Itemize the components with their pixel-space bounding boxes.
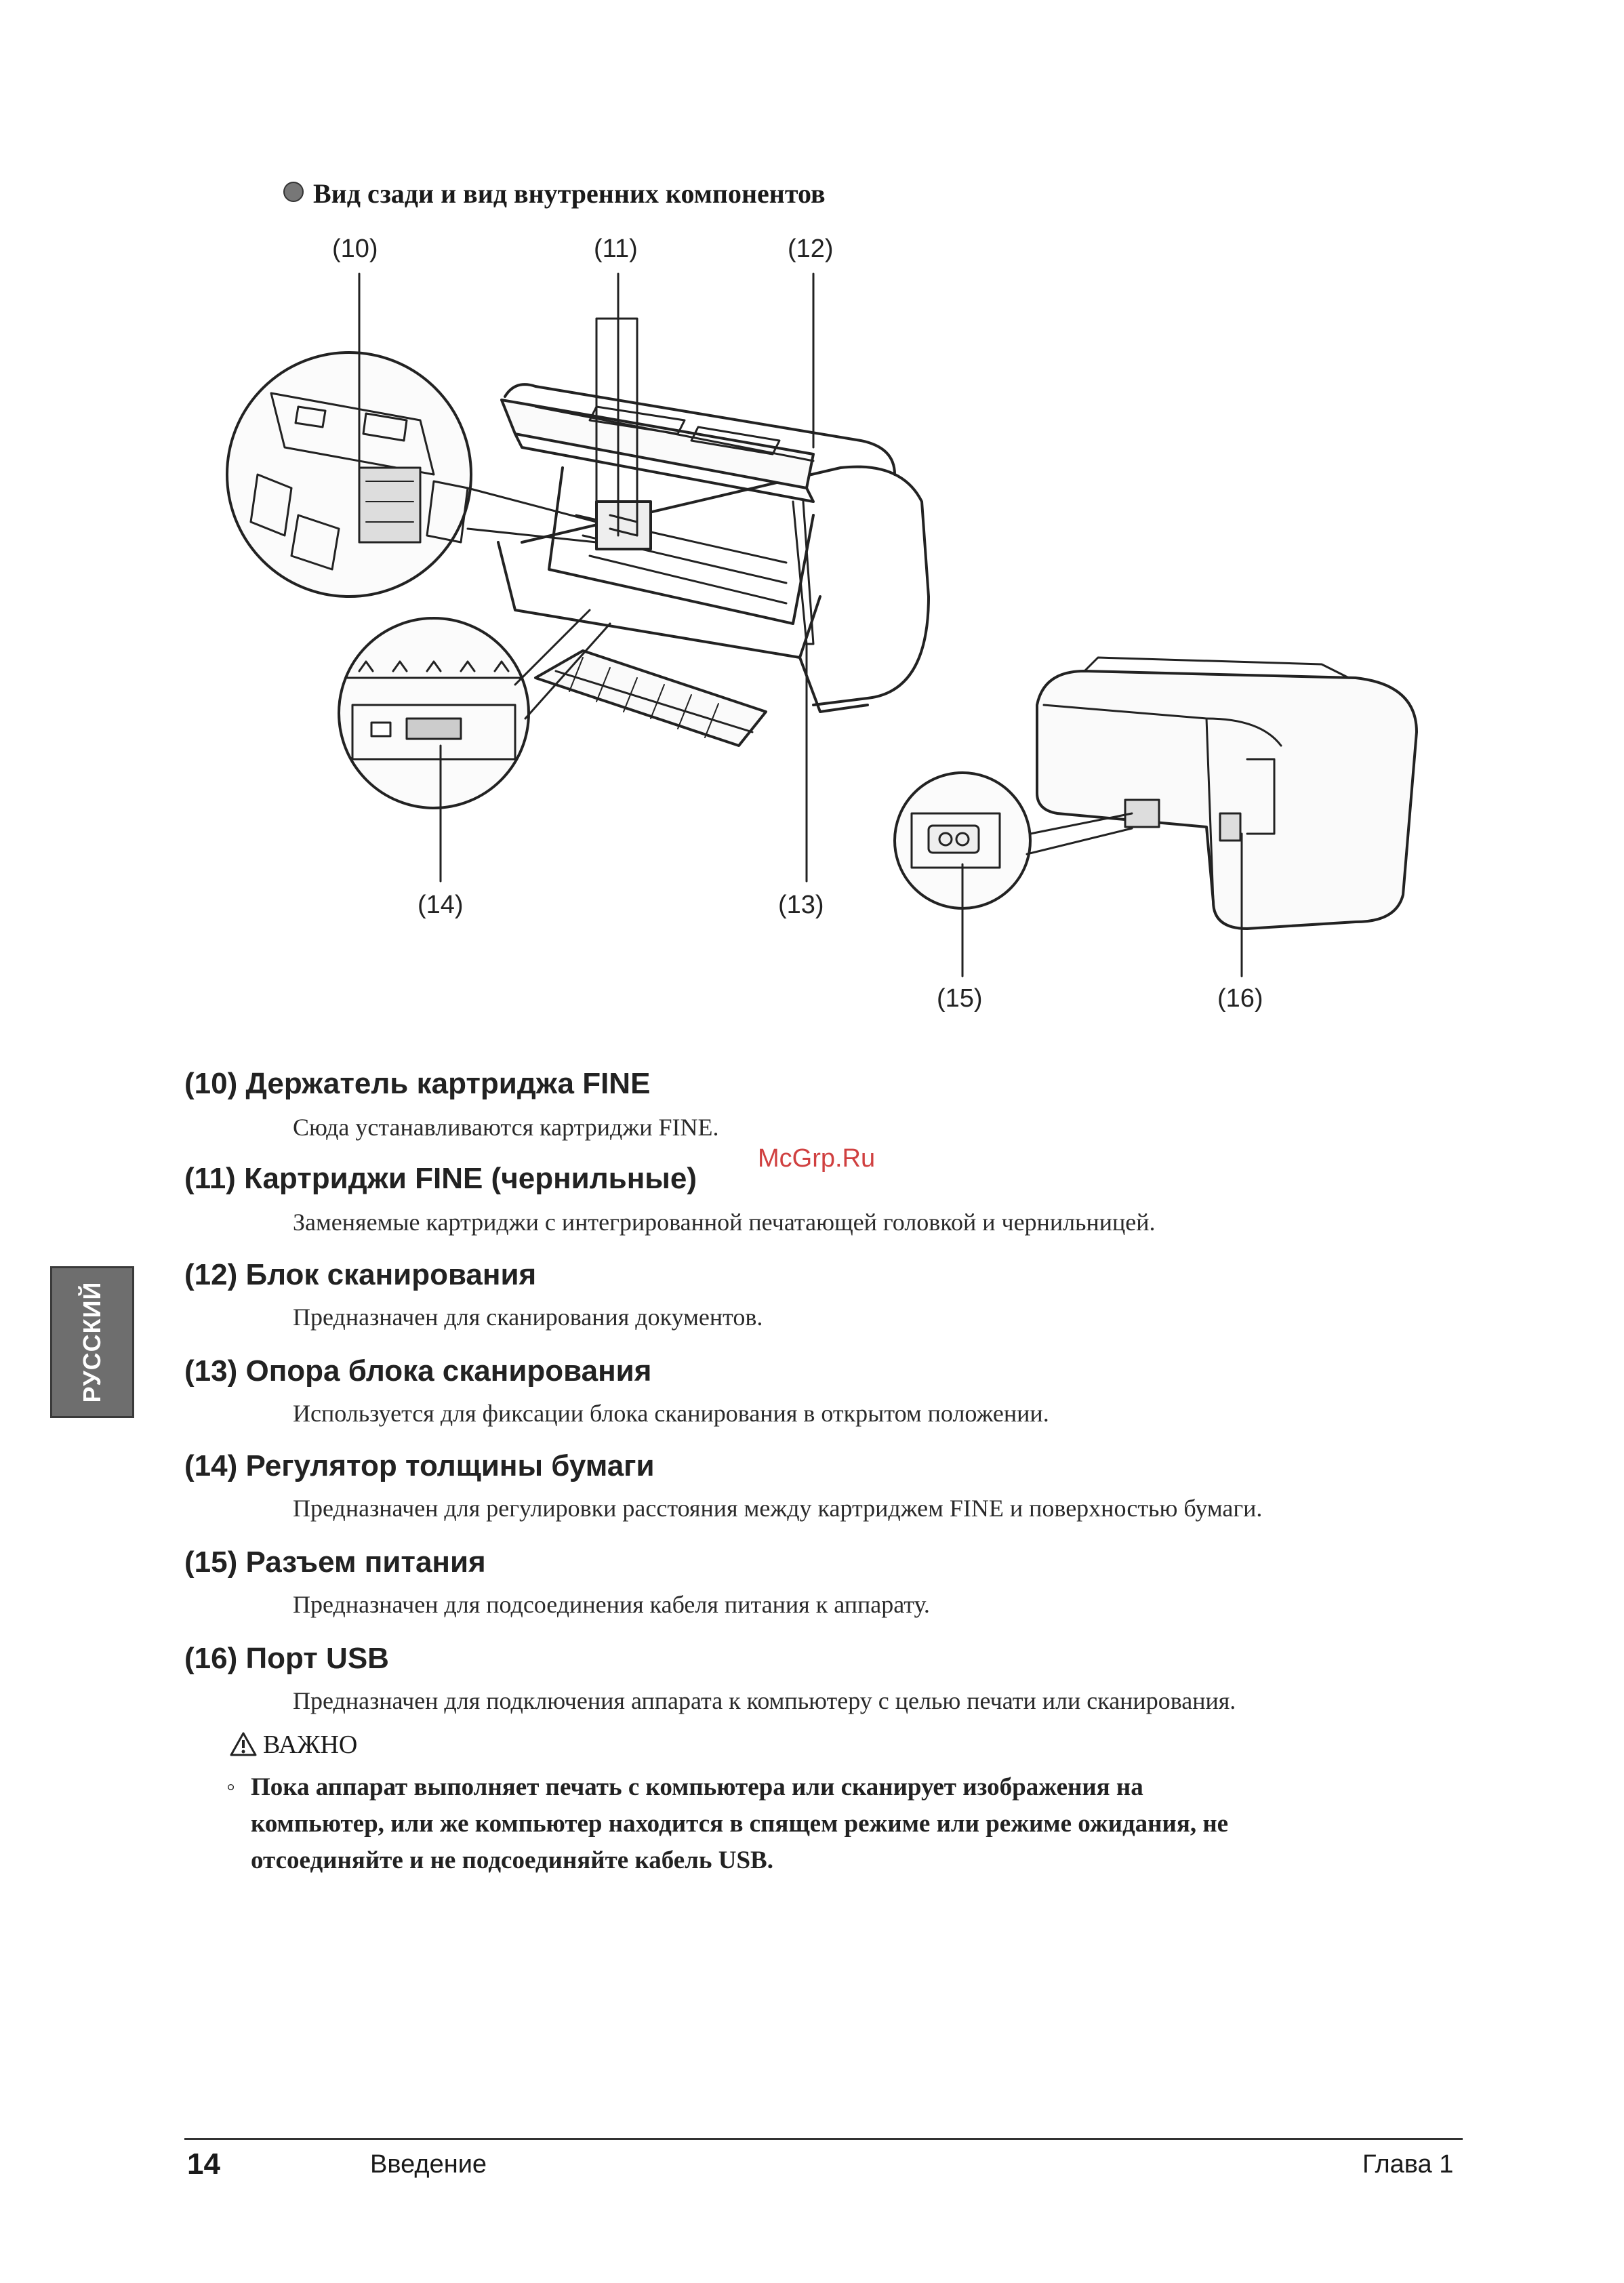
- footer-chapter: Глава 1: [1362, 2150, 1454, 2179]
- item-num: (10): [184, 1067, 238, 1100]
- item-num: (13): [184, 1354, 238, 1388]
- item-num: (11): [184, 1162, 236, 1195]
- item-desc-14: Предназначен для регулировки расстояния между картриджем FINE и поверхностью бумаги.: [293, 1495, 1263, 1522]
- item-title-text: Держатель картриджа FINE: [245, 1067, 651, 1100]
- footer-section: Введение: [370, 2150, 487, 2179]
- list-bullet-icon: ◦: [226, 1773, 236, 1801]
- item-num: (16): [184, 1642, 238, 1675]
- section-heading-text: Вид сзади и вид внутренних компонентов: [313, 178, 826, 209]
- language-tab: [50, 1266, 134, 1418]
- item-title-text: Регулятор толщины бумаги: [245, 1449, 655, 1482]
- item-title-text: Опора блока сканирования: [245, 1354, 652, 1388]
- item-title-12: [184, 1258, 536, 1292]
- important-label: [229, 1730, 357, 1760]
- callout-14: (14): [418, 891, 464, 919]
- item-num: (14): [184, 1449, 238, 1482]
- item-title-13: [184, 1354, 651, 1388]
- callout-16: (16): [1217, 984, 1263, 1013]
- important-note: [226, 1769, 1457, 1879]
- callout-13: (13): [778, 891, 824, 919]
- important-label-text: ВАЖНО: [263, 1731, 358, 1759]
- callout-10: (10): [332, 235, 378, 263]
- item-desc-11: Заменяемые картриджи с интегрированной печатающей головкой и чернильницей.: [293, 1209, 1156, 1236]
- item-desc-12: Предназначен для сканирования документов.: [293, 1304, 763, 1331]
- item-title-11: [184, 1162, 697, 1196]
- item-num: (15): [184, 1545, 238, 1579]
- item-num: (12): [184, 1258, 238, 1291]
- section-heading: [283, 178, 826, 209]
- item-desc-13: Используется для фиксации блока сканирования в открытом положении.: [293, 1400, 1049, 1427]
- item-title-text: Разъем питания: [245, 1545, 486, 1579]
- important-line-1: Пока аппарат выполняет печать с компьютера или сканирует изображения на: [251, 1773, 1143, 1801]
- callout-12: (12): [788, 235, 834, 263]
- printer-illustration: [203, 230, 1464, 983]
- important-line-2: компьютер, или же компьютер находится в спящем режиме или режиме ожидания, не: [251, 1810, 1229, 1838]
- callout-15: (15): [937, 984, 983, 1013]
- item-desc-15: Предназначен для подсоединения кабеля питания к аппарату.: [293, 1591, 930, 1618]
- item-title-text: Порт USB: [245, 1642, 389, 1675]
- bullet-icon: [283, 182, 304, 202]
- callout-11: (11): [594, 235, 638, 263]
- watermark: McGrp.Ru: [758, 1144, 876, 1173]
- item-desc-10: Сюда устанавливаются картриджи FINE.: [293, 1114, 719, 1141]
- page-number: 14: [187, 2147, 220, 2181]
- item-title-14: [184, 1449, 655, 1483]
- item-title-text: Блок сканирования: [245, 1258, 537, 1291]
- item-title-16: [184, 1642, 389, 1676]
- language-tab-label: РУССКИЙ: [78, 1281, 106, 1403]
- item-title-15: [184, 1545, 486, 1579]
- footer-rule: [184, 2138, 1463, 2140]
- important-line-3: отсоединяйте и не подсоединяйте кабель USB.: [251, 1846, 773, 1874]
- item-title-10: [184, 1067, 650, 1101]
- warning-icon: [229, 1731, 258, 1757]
- item-title-text: Картриджи FINE (чернильные): [244, 1162, 697, 1195]
- item-desc-16: Предназначен для подключения аппарата к компьютеру с целью печати или сканирования.: [293, 1687, 1236, 1714]
